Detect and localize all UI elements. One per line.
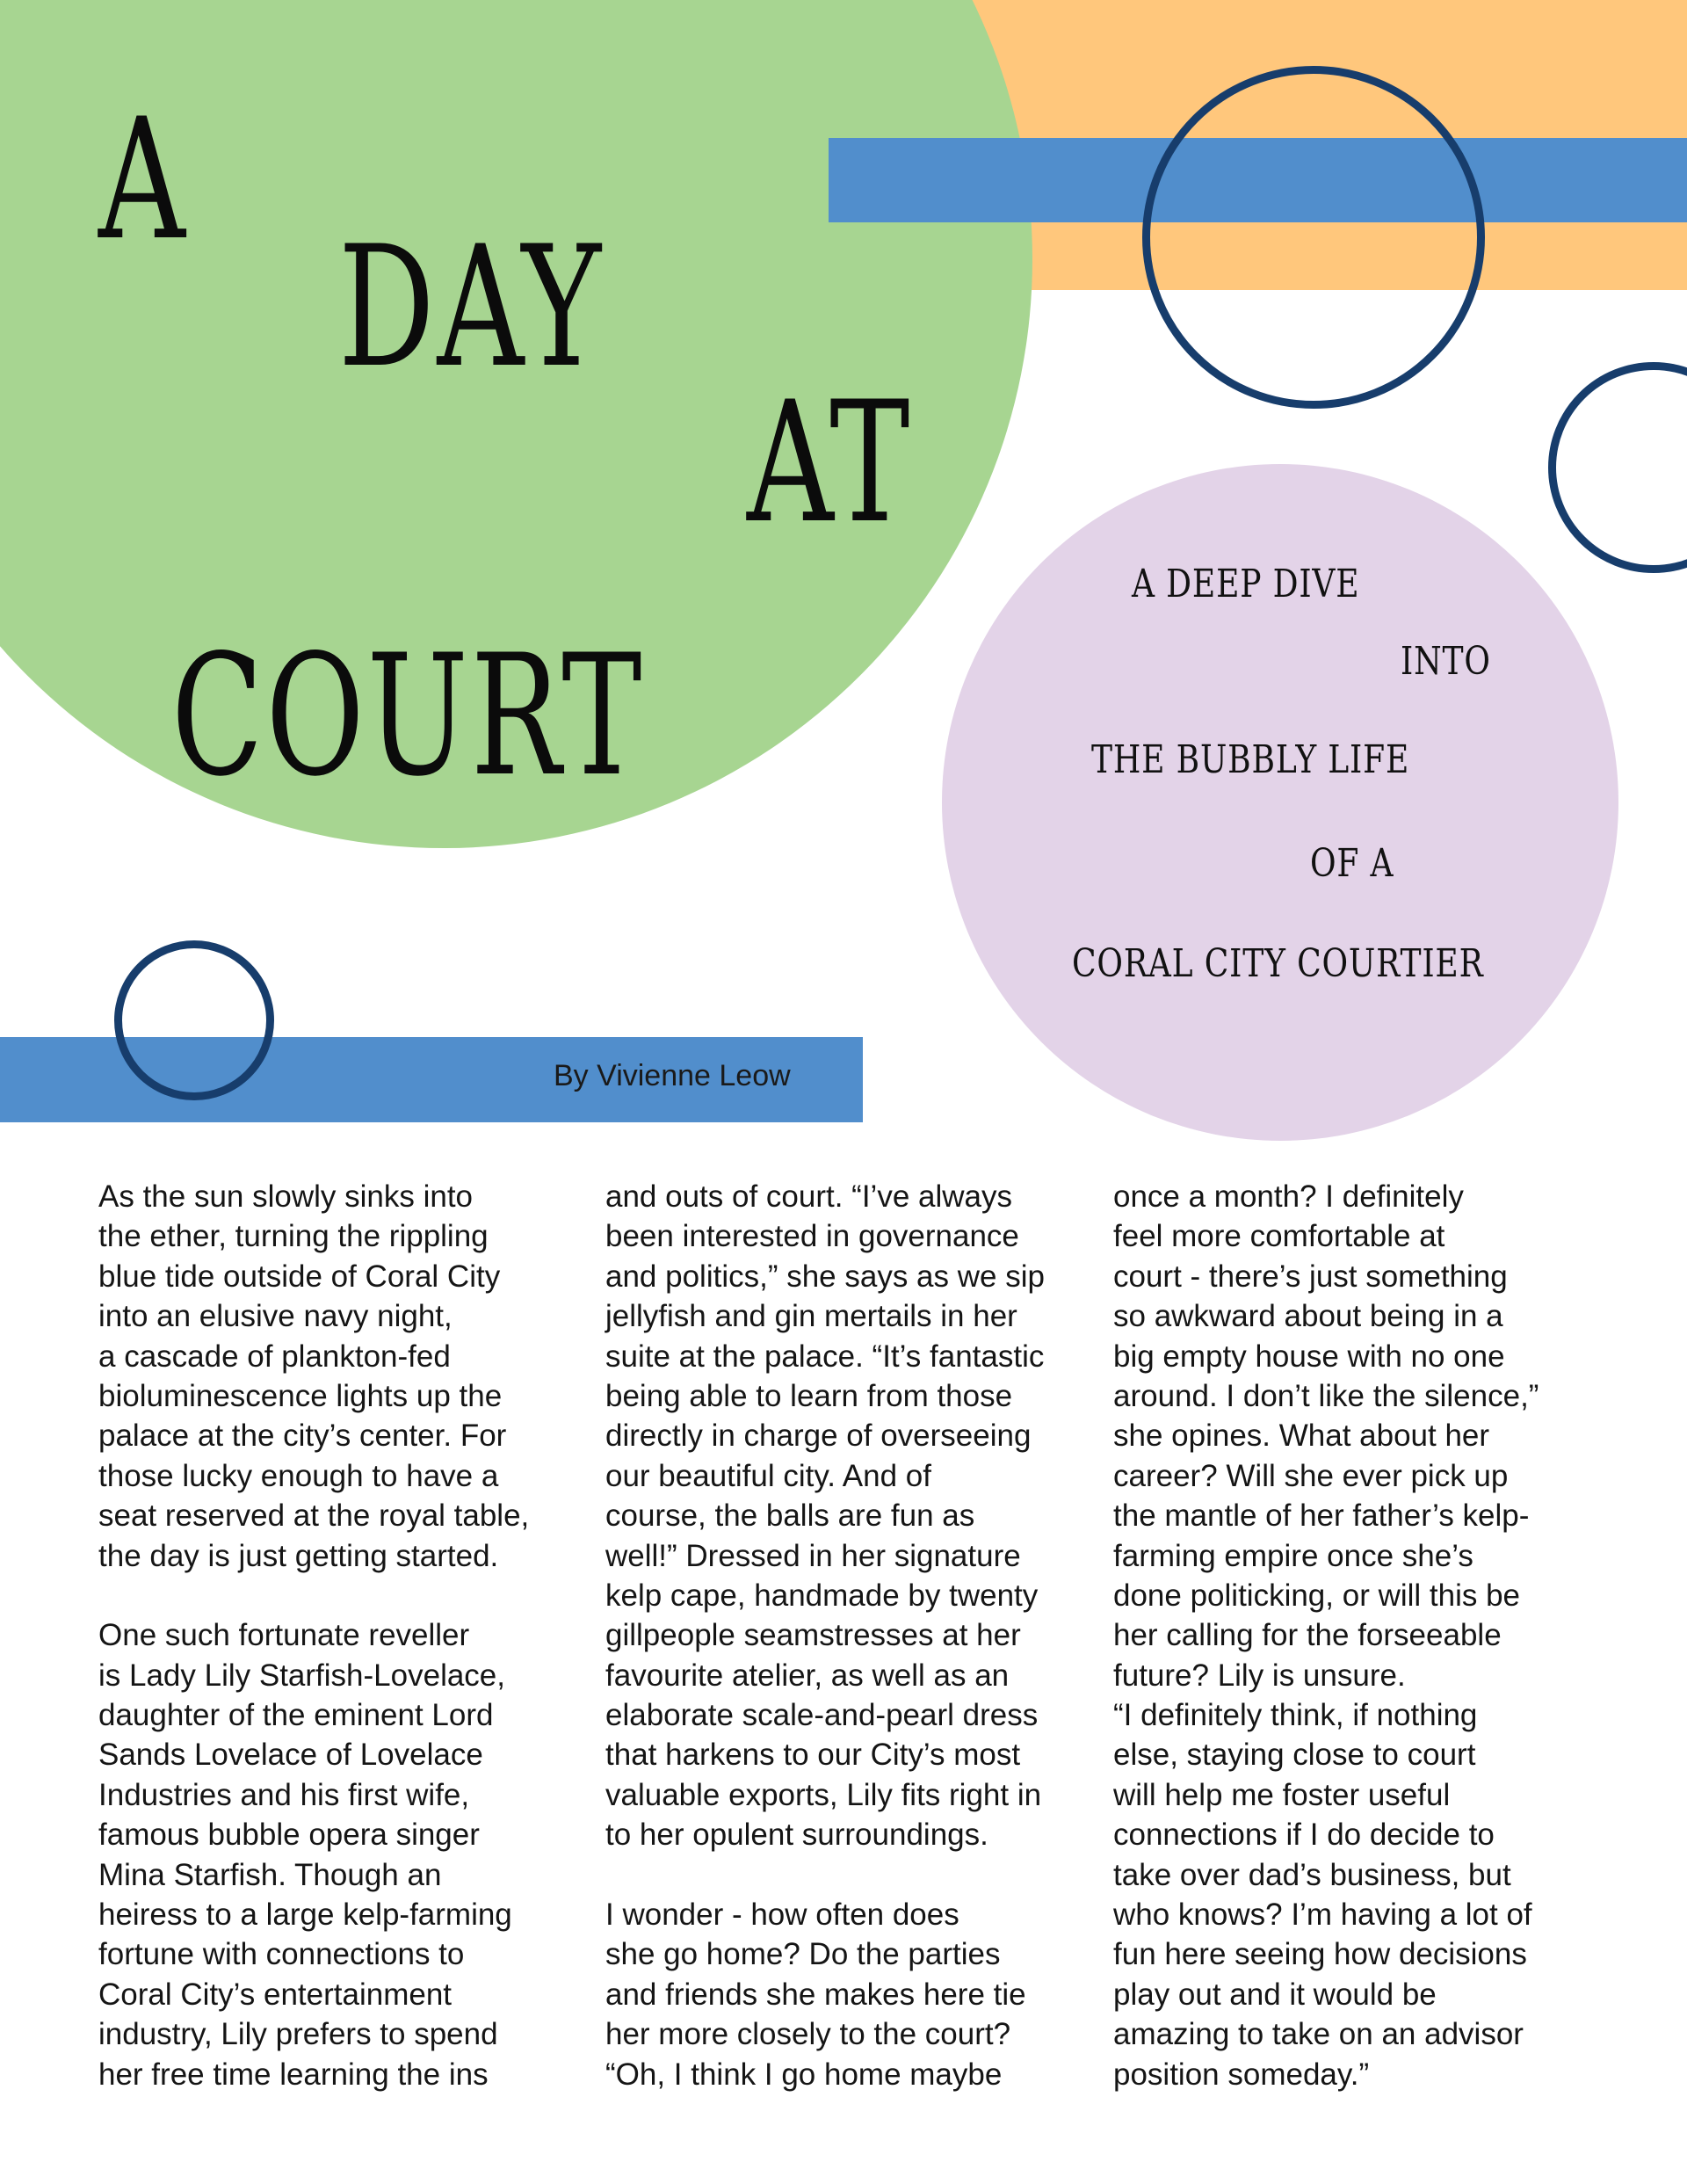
subtitle-line-4: OF A [1310, 841, 1394, 886]
article-text-line: elaborate scale-and-pearl dress [605, 1698, 1039, 1733]
article-text-line: Sands Lovelace of Lovelace [98, 1738, 483, 1773]
subtitle-line-2: INTO [1401, 639, 1491, 684]
article-text-line: favourite atelier, as well as an [605, 1658, 1010, 1693]
title-word-at: AT [747, 366, 913, 560]
title-word-day: DAY [338, 210, 604, 404]
article-text-line: jellyfish and gin mertails in her [605, 1299, 1017, 1334]
article-text-line: career? Will she ever pick up [1113, 1458, 1509, 1493]
article-text-line: done politicking, or will this be [1113, 1578, 1521, 1613]
article-text-line: her free time learning the ins [98, 2057, 489, 2092]
article-text-line: directly in charge of overseeing [605, 1419, 1032, 1454]
article-text-line: heiress to a large kelp-farming [98, 1897, 512, 1933]
article-text-line: course, the balls are fun as [605, 1498, 975, 1534]
article-text-line: suite at the palace. “It’s fantastic [605, 1339, 1045, 1374]
article-text-line: Mina Starfish. Though an [98, 1857, 442, 1892]
article-text-line: future? Lily is unsure. [1113, 1658, 1406, 1693]
article-text-line: around. I don’t like the silence,” [1113, 1378, 1539, 1413]
article-text-line: the ether, turning the rippling [98, 1219, 489, 1254]
article-column-1 [98, 1177, 573, 2094]
article-text-line: the mantle of her father’s kelp- [1113, 1498, 1530, 1534]
article-text-line: is Lady Lily Starfish-Lovelace, [98, 1658, 505, 1693]
article-text-line: her calling for the forseeable [1113, 1618, 1502, 1653]
article-text-line: to her opulent surroundings. [605, 1818, 988, 1853]
article-text-line: big empty house with no one [1113, 1339, 1505, 1374]
article-text-line: Industries and his first wife, [98, 1777, 470, 1812]
article-column-2 [605, 1177, 1080, 2094]
article-text-line: position someday.” [1113, 2057, 1370, 2092]
article-text-line: into an elusive navy night, [98, 1299, 453, 1334]
subtitle-line-1: A DEEP DIVE [1132, 562, 1360, 606]
title-word-a: A [98, 83, 188, 277]
navy-ring-top [1142, 66, 1485, 409]
article-text-line: farming empire once she’s [1113, 1538, 1473, 1573]
article-text-line: blue tide outside of Coral City [98, 1259, 501, 1294]
article-text-line: Coral City’s entertainment [98, 1977, 453, 2012]
article-text-line: she opines. What about her [1113, 1419, 1490, 1454]
article-text-line: famous bubble opera singer [98, 1818, 480, 1853]
article-text-line: and friends she makes here tie [605, 1977, 1026, 2012]
article-text-line: gillpeople seamstresses at her [605, 1618, 1021, 1653]
article-text-line: kelp cape, handmade by twenty [605, 1578, 1039, 1613]
article-text-line: fun here seeing how decisions [1113, 1937, 1527, 1972]
article-text-line: play out and it would be [1113, 1977, 1437, 2012]
article-text-line: I wonder - how often does [605, 1897, 959, 1933]
article-text-line: she go home? Do the parties [605, 1937, 1001, 1972]
article-text-line: our beautiful city. And of [605, 1458, 931, 1493]
article-text-line: “Oh, I think I go home maybe [605, 2057, 1003, 2092]
subtitle-line-5: CORAL CITY COURTIER [1072, 941, 1484, 986]
article-text-line: palace at the city’s center. For [98, 1419, 507, 1454]
article-text-line: a cascade of plankton-fed [98, 1339, 451, 1374]
paragraph-break [98, 1576, 573, 1615]
article-text-line: industry, Lily prefers to spend [98, 2017, 498, 2052]
article-text-line: As the sun slowly sinks into [98, 1179, 474, 1214]
article-text-line: “I definitely think, if nothing [1113, 1698, 1478, 1733]
byline: By Vivienne Leow [554, 1059, 791, 1092]
article-text-line: those lucky enough to have a [98, 1458, 499, 1493]
article-text-line: will help me foster useful [1113, 1777, 1451, 1812]
article-text-line: take over dad’s business, but [1113, 1857, 1511, 1892]
article-text-line: being able to learn from those [605, 1378, 1013, 1413]
article-text-line: One such fortunate reveller [98, 1618, 470, 1653]
article-column-3 [1113, 1177, 1588, 2094]
article-text-line: valuable exports, Lily fits right in [605, 1777, 1042, 1812]
paragraph-break [605, 1855, 1080, 1895]
article-text-line: that harkens to our City’s most [605, 1738, 1021, 1773]
article-text-line: court - there’s just something [1113, 1259, 1508, 1294]
subtitle-line-3: THE BUBBLY LIFE [1091, 737, 1410, 782]
article-text-line: her more closely to the court? [605, 2017, 1011, 2052]
article-text-line: once a month? I definitely [1113, 1179, 1464, 1214]
article-text-line: amazing to take on an advisor [1113, 2017, 1524, 2052]
article-text-line: connections if I do decide to [1113, 1818, 1495, 1853]
article-text-line: been interested in governance [605, 1219, 1019, 1254]
article-text-line: feel more comfortable at [1113, 1219, 1445, 1254]
article-text-line: else, staying close to court [1113, 1738, 1476, 1773]
article-text-line: who knows? I’m having a lot of [1113, 1897, 1532, 1933]
article-text-line: bioluminescence lights up the [98, 1378, 503, 1413]
navy-ring-right [1548, 362, 1687, 573]
article-text-line: well!” Dressed in her signature [605, 1538, 1021, 1573]
article-text-line: fortune with connections to [98, 1937, 465, 1972]
title-word-court: COURT [171, 619, 645, 813]
article-text-line: seat reserved at the royal table, [98, 1498, 530, 1534]
article-text-line: daughter of the eminent Lord [98, 1698, 494, 1733]
article-text-line: and politics,” she says as we sip [605, 1259, 1045, 1294]
article-text-line: so awkward about being in a [1113, 1299, 1503, 1334]
navy-ring-left [114, 940, 274, 1100]
article-text-line: and outs of court. “I’ve always [605, 1179, 1012, 1214]
article-text-line: the day is just getting started. [98, 1538, 499, 1573]
